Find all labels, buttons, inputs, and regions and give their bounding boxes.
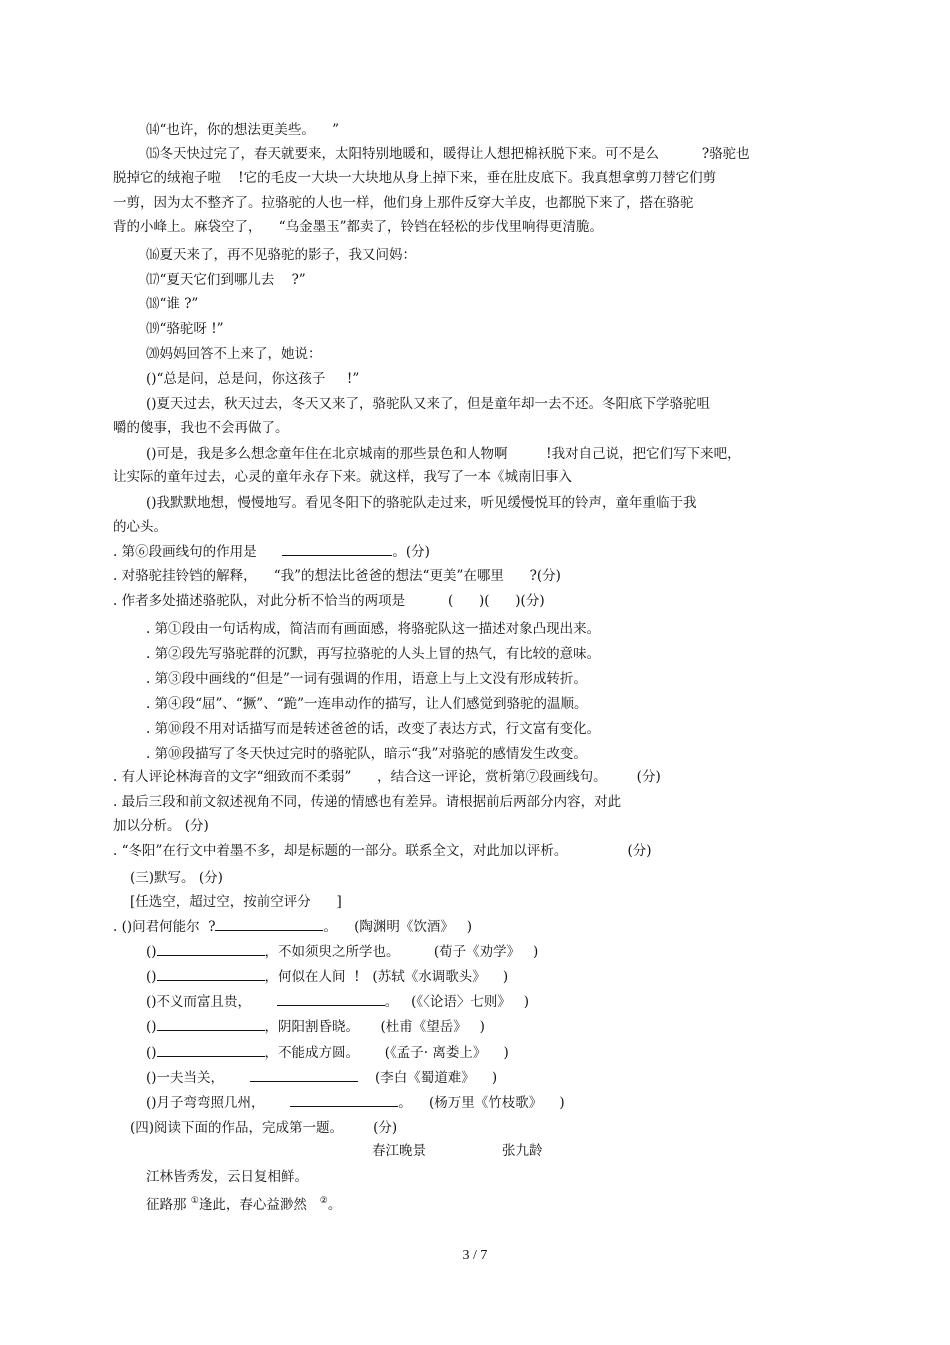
para-24-line1: ()我默默地想，慢慢地写。看见冬阳下的骆驼队走过来，听见缓慢悦耳的铃声，童年重临于我 <box>146 495 697 511</box>
answer-blank[interactable] <box>215 918 323 931</box>
fill-8: ()月子弯弯照几州， 。 (杨万里《竹枝歌》 ) <box>146 1095 565 1111</box>
question-3: . 作者多处描述骆驼队，对此分析不恰当的两项是 ( )( )(分) <box>113 593 545 609</box>
para-22-line1: ()夏天过去，秋天过去，冬天又来了，骆驼队又来了，但是童年却一去不还。冬阳底下学骆驼咀 <box>146 396 711 412</box>
poem-line-2: 征路那 ①逢此，春心益渺然 ②。 <box>146 1196 342 1213</box>
section-4-heading: (四)阅读下面的作品，完成第一题。 (分) <box>130 1120 398 1136</box>
page-number: 3 / 7 <box>462 1248 488 1263</box>
question-1: . 第⑥段画线句的作用是 。(分) <box>113 544 430 560</box>
para-15-line1: ⒂冬天快过完了，春天就要来，太阳特别地暖和，暖得让人想把棉袄脱下来。可不是么 ?骆驼也 <box>146 146 750 162</box>
option-6: . 第⑩段描写了冬天快过完时的骆驼队，暗示“我”对骆驼的感情发生改变。 <box>146 746 587 762</box>
answer-blank[interactable] <box>157 968 265 981</box>
question-5-line2: 加以分析。 (分) <box>113 818 209 834</box>
fill-4: ()不义而富且贵， 。 (《〈论语〉七则》 ) <box>146 994 530 1010</box>
section-3-note: [任选空，超过空，按前空评分 ] <box>130 894 342 910</box>
question-5-line1: . 最后三段和前文叙述视角不同，传递的情感也有差异。请根据前后两部分内容，对此 <box>113 794 622 810</box>
para-19: ⒆“骆驼呀 !” <box>146 321 224 337</box>
option-4: . 第④段“屈”、“撅”、“跪”一连串动作的描写，让人们感觉到骆驼的温顺。 <box>146 696 588 712</box>
poem-title: 春江晚景 <box>372 1143 426 1159</box>
question-6: . “冬阳”在行文中着墨不多，却是标题的一部分。联系全文，对此加以评析。 (分) <box>113 843 652 859</box>
para-20: ⒇妈妈回答不上来了，她说： <box>146 346 322 362</box>
para-21: ()“总是问，总是问，你这孩子 !” <box>146 371 360 387</box>
option-5: . 第⑩段不用对话描写而是转述爸爸的话，改变了表达方式，行文富有变化。 <box>146 721 601 737</box>
section-3-heading: (三)默写。 (分) <box>130 870 223 886</box>
para-16: ⒃夏天来了，再不见骆驼的影子，我又问妈： <box>146 247 416 263</box>
option-3: . 第③段中画线的“但是”一词有强调的作用，语意上与上文没有形成转折。 <box>146 671 587 687</box>
option-2: . 第②段先写骆驼群的沉默，再写拉骆驼的人头上冒的热气，有比较的意味。 <box>146 646 601 662</box>
question-4: . 有人评论林海音的文字“细致而不柔弱” ，结合这一评论，赏析第⑦段画线句。 (分) <box>113 769 661 785</box>
question-2: . 对骆驼挂铃铛的解释， “我”的想法比爸爸的想法“更美”在哪里 ?(分) <box>113 568 561 584</box>
answer-blank[interactable] <box>282 543 392 556</box>
poem-author: 张九龄 <box>502 1143 543 1159</box>
fill-6: () ，不能成方圆。 (《孟子· 离娄上》 ) <box>146 1045 509 1061</box>
para-23-line1: ()可是，我是多么想念童年住在北京城南的那些景色和人物啊 !我对自己说，把它们写下来吧， <box>146 446 741 462</box>
option-1: . 第①段由一句话构成，简洁而有画面感，将骆驼队这一描述对象凸现出来。 <box>146 621 601 637</box>
answer-blank[interactable] <box>157 1018 265 1031</box>
para-14: ⒁“也许，你的想法更美些。 ” <box>146 122 339 138</box>
para-15-line2: 脱掉它的绒袍子啦 !它的毛皮一大块一大块地从身上掉下来，垂在肚皮底下。我真想拿剪刀替它们剪 <box>113 170 717 186</box>
para-15-line4: 背的小峰上。麻袋空了， “乌金墨玉”都卖了，铃铛在轻松的步伐里响得更清脆。 <box>113 219 603 235</box>
para-18: ⒅“谁 ?” <box>146 296 199 312</box>
answer-blank[interactable] <box>277 993 385 1006</box>
fill-1: . ()问君何能尔 ? 。 (陶渊明《饮酒》 ) <box>113 919 473 935</box>
para-22-line2: 嚼的傻事，我也不会再做了。 <box>113 420 289 436</box>
fill-3: () ，何似在人间 ! (苏轼《水调歌头》 ) <box>146 969 509 985</box>
answer-blank[interactable] <box>157 943 265 956</box>
answer-blank[interactable] <box>250 1069 358 1082</box>
fill-5: () ，阴阳割昏晓。 (杜甫《望岳》 ) <box>146 1019 485 1035</box>
fill-7: ()一夫当关， (李白《蜀道难》 ) <box>146 1070 498 1086</box>
poem-line-1: 江林皆秀发，云日复相鲜。 <box>146 1169 308 1185</box>
answer-blank[interactable] <box>290 1094 398 1107</box>
fill-2: () ，不如须臾之所学也。 (荀子《劝学》 ) <box>146 944 539 960</box>
para-24-line2: 的心头。 <box>113 519 167 535</box>
para-17: ⒄“夏天它们到哪儿去 ?” <box>146 272 306 288</box>
para-23-line2: 让实际的童年过去，心灵的童年永存下来。就这样，我写了一本《城南旧事入 <box>113 469 572 485</box>
para-15-line3: 一剪，因为太不整齐了。拉骆驼的人也一样，他们身上那件反穿大羊皮，也都脱下来了，搭在骆驼 <box>113 195 694 211</box>
answer-blank[interactable] <box>157 1044 265 1057</box>
